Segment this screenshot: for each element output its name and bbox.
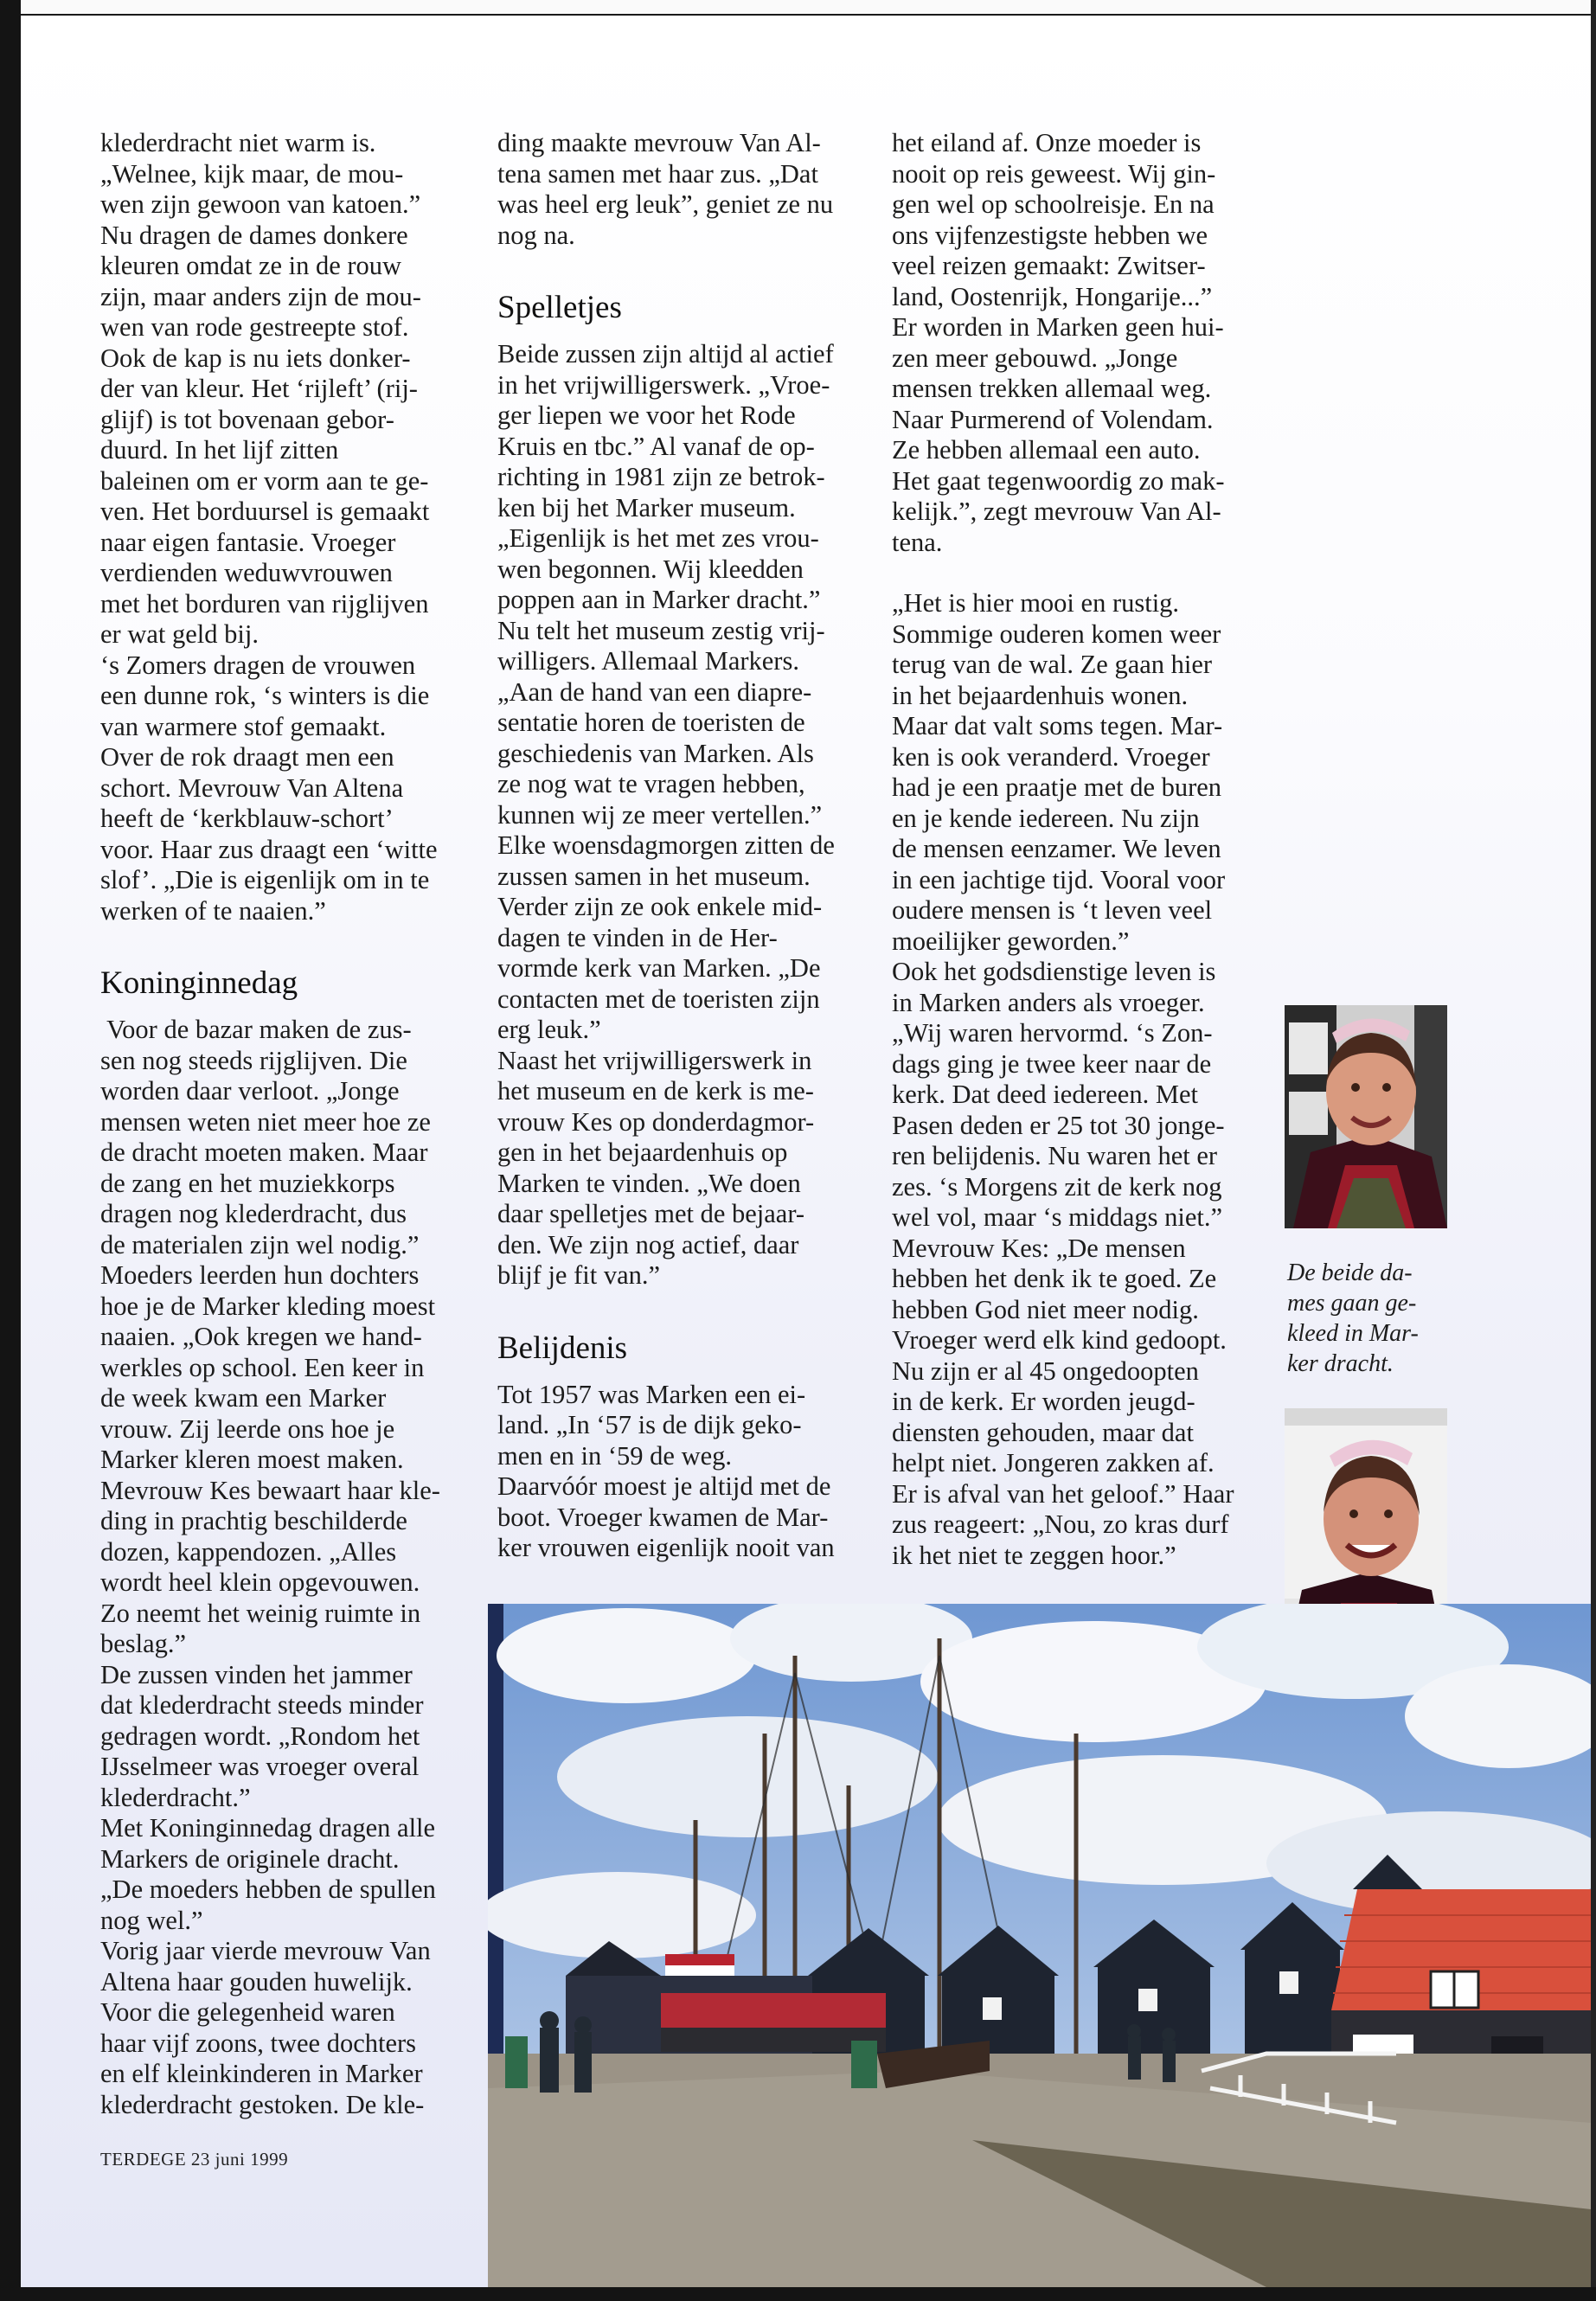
- text-line: Vorig jaar vierde mevrouw Van: [100, 1936, 431, 1965]
- paragraph: [892, 588, 1255, 1571]
- text-line: wordt heel klein opgevouwen.: [100, 1567, 420, 1597]
- text-line: Altena haar gouden huwelijk.: [100, 1966, 413, 1997]
- text-line: Daarvóór moest je altijd met de: [497, 1471, 831, 1501]
- text-line: klederdracht gestoken. De kle-: [100, 2089, 425, 2119]
- text-line: naaien. „Ook kregen we hand-: [100, 1322, 422, 1351]
- paragraph: [100, 128, 464, 926]
- text-line: vormde kerk van Marken. „De: [497, 953, 821, 983]
- text-line: „Wij waren hervormd. ‘s Zon-: [892, 1018, 1213, 1048]
- text-line: moeilijker geworden.”: [892, 926, 1130, 956]
- text-line: gen wel op schoolreisje. En na: [892, 189, 1215, 219]
- text-line: hebben het denk ik te goed. Ze: [892, 1264, 1217, 1293]
- text-line: zijn, maar anders zijn de mou-: [100, 281, 421, 311]
- text-line: tena samen met haar zus. „Dat: [497, 158, 818, 189]
- text-column-1: [100, 128, 464, 2120]
- scan-right-edge: [1591, 0, 1596, 2301]
- text-line: blijf je fit van.”: [497, 1260, 661, 1290]
- text-line: ken is ook veranderd. Vroeger: [892, 741, 1210, 772]
- text-line: „Eigenlijk is het met zes vrou-: [497, 523, 819, 553]
- text-line: van warmere stof gemaakt.: [100, 711, 387, 741]
- page-footer: TERDEGE 23 juni 1999: [100, 2149, 289, 2170]
- text-line: Vroeger werd elk kind gedoopt.: [892, 1325, 1227, 1355]
- text-line: hebben God niet meer nodig.: [892, 1294, 1199, 1324]
- text-line: sentatie horen de toeristen de: [497, 708, 805, 737]
- text-line: geschiedenis van Marken. Als: [497, 738, 814, 768]
- photo-caption: [1287, 1258, 1452, 1379]
- text-line: het museum en de kerk is me-: [497, 1076, 814, 1106]
- text-line: schort. Mevrouw Van Altena: [100, 772, 404, 803]
- text-line: de mensen eenzamer. We leven: [892, 834, 1221, 863]
- text-line: en elf kleinkinderen in Marker: [100, 2059, 423, 2088]
- text-line: Marken te vinden. „We doen: [497, 1168, 801, 1198]
- text-line: ons vijfenzestigste hebben we: [892, 220, 1208, 250]
- text-line: in een jachtige tijd. Vooral voor: [892, 864, 1226, 894]
- text-line: ger liepen we voor het Rode: [497, 401, 796, 430]
- text-line: mensen weten niet meer hoe ze: [100, 1106, 431, 1137]
- text-line: IJsselmeer was vroeger overal: [100, 1752, 420, 1781]
- text-line: haar vijf zoons, twee dochters: [100, 2028, 417, 2058]
- text-line: heeft de ‘kerkblauw-schort’: [100, 804, 394, 833]
- harbor-photo: [488, 1604, 1591, 2287]
- text-line: dat klederdracht steeds minder: [100, 1690, 424, 1720]
- text-line: ken bij het Marker museum.: [497, 492, 796, 522]
- text-line: vrouw. Zij leerde ons hoe je: [100, 1413, 395, 1444]
- caption-line: kleed in Mar-: [1287, 1320, 1419, 1347]
- text-line: land. „In ‘57 is de dijk geko-: [497, 1410, 802, 1439]
- text-line: Elke woensdagmorgen zitten de: [497, 830, 835, 860]
- text-line: Maar dat valt soms tegen. Mar-: [892, 711, 1223, 740]
- text-line: Ook de kap is nu iets donker-: [100, 343, 411, 373]
- text-line: mensen trekken allemaal weg.: [892, 374, 1212, 403]
- text-line: ker vrouwen eigenlijk nooit van: [497, 1533, 835, 1562]
- text-line: daar spelletjes met de bejaar-: [497, 1199, 805, 1228]
- paragraph: [100, 1015, 464, 2120]
- text-line: kerk. Dat deed iedereen. Met: [892, 1080, 1198, 1109]
- paragraph: [497, 128, 861, 251]
- text-line: Er worden in Marken geen hui-: [892, 312, 1224, 342]
- text-line: Voor de bazar maken de zus-: [100, 1015, 412, 1044]
- caption-line: mes gaan ge-: [1287, 1290, 1417, 1317]
- text-line: de dracht moeten maken. Maar: [100, 1138, 428, 1167]
- text-line: de week kwam een Marker: [100, 1383, 387, 1413]
- section-heading-koninginnedag: Koninginnedag: [100, 965, 298, 1001]
- text-line: ding maakte mevrouw Van Al-: [497, 128, 821, 157]
- text-line: klederdracht niet warm is.: [100, 128, 376, 157]
- text-line: „Welnee, kijk maar, de mou-: [100, 158, 404, 189]
- text-line: sen nog steeds rijglijven. Die: [100, 1045, 407, 1075]
- text-line: boot. Vroeger kwamen de Mar-: [497, 1502, 829, 1532]
- text-line: vrouw Kes op donderdagmor-: [497, 1106, 815, 1137]
- text-line: wen begonnen. Wij kleedden: [497, 554, 804, 584]
- text-line: Met Koninginnedag dragen alle: [100, 1813, 436, 1843]
- text-line: poppen aan in Marker dracht.”: [497, 585, 821, 614]
- text-line: richting in 1981 zijn ze betrok-: [497, 462, 825, 491]
- text-line: nog na.: [497, 220, 575, 250]
- text-line: zus reageert: „Nou, zo kras durf: [892, 1509, 1229, 1539]
- text-line: klederdracht.”: [100, 1782, 251, 1812]
- text-line: in het bejaardenhuis wonen.: [892, 680, 1189, 710]
- text-line: ze nog wat te vragen hebben,: [497, 769, 805, 798]
- text-line: Over de rok draagt men een: [100, 742, 394, 772]
- text-line: Markers de originele dracht.: [100, 1843, 400, 1874]
- text-column-2: [497, 128, 861, 1564]
- text-line: Marker kleren moest maken.: [100, 1445, 404, 1474]
- text-line: dozen, kappendozen. „Alles: [100, 1536, 397, 1567]
- text-line: er wat geld bij.: [100, 619, 259, 649]
- text-line: Nu dragen de dames donkere: [100, 220, 408, 250]
- section-heading-belijdenis: Belijdenis: [497, 1330, 628, 1366]
- paragraph: [892, 128, 1255, 558]
- text-line: Er is afval van het geloof.” Haar: [892, 1478, 1234, 1509]
- text-line: ven. Het borduursel is gemaakt: [100, 497, 430, 526]
- text-line: in Marken anders als vroeger.: [892, 987, 1205, 1017]
- text-line: het eiland af. Onze moeder is: [892, 128, 1202, 157]
- scan-top-edge: [0, 0, 1596, 16]
- text-line: „Het is hier mooi en rustig.: [892, 588, 1180, 618]
- text-line: de materialen zijn wel nodig.”: [100, 1229, 420, 1259]
- text-line: Moeders leerden hun dochters: [100, 1260, 420, 1290]
- scan-bottom-edge: [0, 2287, 1596, 2301]
- text-line: een dunne rok, ‘s winters is die: [100, 681, 430, 710]
- text-line: werken of te naaien.”: [100, 895, 326, 926]
- text-line: ding in prachtig beschilderde: [100, 1506, 407, 1535]
- text-line: met het borduren van rijglijven: [100, 588, 429, 619]
- text-line: de zang en het muziekkorps: [100, 1168, 395, 1198]
- paragraph: [497, 339, 861, 1292]
- text-line: Nu zijn er al 45 ongedoopten: [892, 1356, 1199, 1386]
- text-line: Naar Purmerend of Volendam.: [892, 404, 1214, 434]
- text-line: Kruis en tbc.” Al vanaf de op-: [497, 431, 815, 461]
- text-line: Tot 1957 was Marken een ei-: [497, 1379, 806, 1409]
- text-line: Zo neemt het weinig ruimte in: [100, 1598, 421, 1628]
- text-line: kelijk.”, zegt mevrouw Van Al-: [892, 497, 1221, 526]
- text-line: en je kende iedereen. Nu zijn: [892, 803, 1200, 833]
- text-line: Sommige ouderen komen weer: [892, 619, 1221, 649]
- text-line: wen zijn gewoon van katoen.”: [100, 189, 421, 219]
- text-line: ‘s Zomers dragen de vrouwen: [100, 650, 416, 680]
- text-line: dags ging je twee keer naar de: [892, 1048, 1212, 1079]
- text-line: kunnen wij ze meer vertellen.”: [497, 799, 823, 830]
- text-line: terug van de wal. Ze gaan hier: [892, 650, 1213, 679]
- text-line: Nu telt het museum zestig vrij-: [497, 615, 825, 645]
- text-line: dagen te vinden in de Her-: [497, 922, 778, 952]
- paragraph: [497, 1380, 861, 1564]
- text-line: der van kleur. Het ‘rijleft’ (rij-: [100, 374, 418, 403]
- text-line: zes. ‘s Morgens zit de kerk nog: [892, 1171, 1222, 1202]
- text-line: diensten gehouden, maar dat: [892, 1417, 1194, 1447]
- text-line: had je een praatje met de buren: [892, 772, 1222, 802]
- section-heading-spelletjes: Spelletjes: [497, 290, 622, 325]
- text-line: helpt niet. Jongeren zakken af.: [892, 1448, 1215, 1477]
- text-line: baleinen om er vorm aan te ge-: [100, 465, 429, 496]
- scan-left-edge: [0, 0, 21, 2301]
- text-line: Verder zijn ze ook enkele mid-: [497, 892, 823, 921]
- text-line: naar eigen fantasie. Vroeger: [100, 527, 396, 557]
- text-line: Naast het vrijwilligerswerk in: [497, 1045, 812, 1075]
- text-line: men en in ‘59 de weg.: [497, 1440, 733, 1471]
- text-line: zen meer gebouwd. „Jonge: [892, 343, 1178, 373]
- text-line: in de kerk. Er worden jeugd-: [892, 1387, 1195, 1416]
- text-line: dragen nog klederdracht, dus: [100, 1199, 407, 1228]
- text-line: oudere mensen is ‘t leven veel: [892, 895, 1213, 925]
- text-line: Ook het godsdienstige leven is: [892, 957, 1216, 986]
- text-line: gedragen wordt. „Rondom het: [100, 1721, 420, 1751]
- text-line: werkles op school. Een keer in: [100, 1352, 425, 1382]
- text-line: hoe je de Marker kleding moest: [100, 1291, 436, 1321]
- text-line: ik het niet te zeggen hoor.”: [892, 1540, 1176, 1570]
- text-line: nog wel.”: [100, 1905, 203, 1935]
- text-line: erg leuk.”: [497, 1015, 601, 1044]
- text-line: den. We zijn nog actief, daar: [497, 1229, 799, 1259]
- portrait-photo-top: [1285, 1005, 1447, 1228]
- text-line: Mevrouw Kes: „De mensen: [892, 1233, 1186, 1263]
- text-line: Beide zussen zijn altijd al actief: [497, 339, 834, 369]
- text-column-3: [892, 128, 1255, 1571]
- text-line: willigers. Allemaal Markers.: [497, 646, 799, 676]
- text-line: nooit op reis geweest. Wij gin-: [892, 158, 1216, 189]
- text-line: De zussen vinden het jammer: [100, 1659, 413, 1689]
- text-line: Mevrouw Kes bewaart haar kle-: [100, 1475, 440, 1505]
- text-line: slof’. „Die is eigenlijk om in te: [100, 865, 430, 894]
- text-line: Het gaat tegenwoordig zo mak-: [892, 465, 1225, 496]
- text-line: „Aan de hand van een diapre-: [497, 676, 812, 707]
- text-line: was heel erg leuk”, geniet ze nu: [497, 189, 834, 219]
- caption-line: ker dracht.: [1287, 1350, 1394, 1377]
- text-line: voor. Haar zus draagt een ‘witte: [100, 834, 438, 864]
- text-line: land, Oostenrijk, Hongarije...”: [892, 281, 1213, 311]
- caption-line: De beide da-: [1287, 1259, 1413, 1286]
- text-line: wen van rode gestreepte stof.: [100, 312, 409, 342]
- text-line: kleuren omdat ze in de rouw: [100, 251, 402, 280]
- text-line: glijf) is tot bovenaan gebor-: [100, 404, 394, 434]
- text-line: Ze hebben allemaal een auto.: [892, 435, 1201, 465]
- text-line: gen in het bejaardenhuis op: [497, 1138, 788, 1167]
- text-line: beslag.”: [100, 1629, 187, 1658]
- text-line: contacten met de toeristen zijn: [497, 984, 820, 1014]
- text-line: tena.: [892, 527, 943, 557]
- text-line: Pasen deden er 25 tot 30 jonge-: [892, 1110, 1225, 1140]
- text-line: in het vrijwilligerswerk. „Vroe-: [497, 369, 830, 400]
- text-line: zussen samen in het museum.: [497, 861, 811, 891]
- text-line: „De moeders hebben de spullen: [100, 1875, 436, 1904]
- text-line: verdienden weduwvrouwen: [100, 558, 393, 587]
- text-line: veel reizen gemaakt: Zwitser-: [892, 251, 1206, 280]
- text-line: worden daar verloot. „Jonge: [100, 1076, 400, 1106]
- text-line: Voor die gelegenheid waren: [100, 1997, 395, 2027]
- text-line: wel vol, maar ‘s middags niet.”: [892, 1202, 1222, 1232]
- text-line: duurd. In het lijf zitten: [100, 435, 339, 465]
- text-line: ren belijdenis. Nu waren het er: [892, 1141, 1218, 1170]
